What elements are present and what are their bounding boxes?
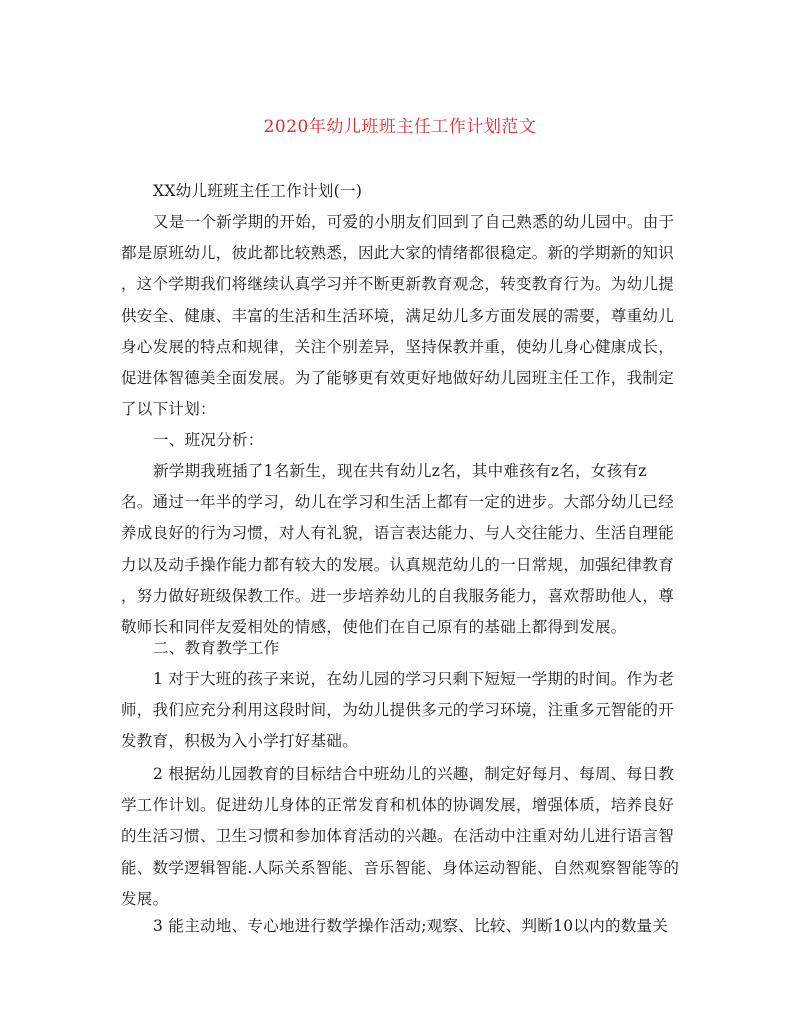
- paragraph-line: 发展。: [121, 889, 169, 908]
- paragraph-line: ，这个学期我们将继续认真学习并不断更新教育观念，转变教育行为。为幼儿提: [121, 275, 675, 294]
- section1-paragraph: [121, 456, 681, 643]
- paragraph-line: 都是原班幼儿，彼此都比较熟悉，因此大家的情绪都很稳定。新的学期新的知识: [121, 244, 675, 263]
- section2-heading-block: [121, 633, 681, 664]
- section-heading: 二、教育教学工作: [153, 639, 280, 657]
- paragraph-line: 3 能主动地、专心地进行数学操作活动;观察、比较、判断10以内的数量关: [153, 917, 669, 935]
- paragraph-line: 师，我们应充分利用这段时间，为幼儿提供多元的学习环境，注重多元智能的开: [121, 701, 675, 720]
- paragraph-line: 了以下计划：: [121, 400, 216, 419]
- plan-subtitle: XX幼儿班班主任工作计划(一): [153, 182, 363, 200]
- paragraph-line: 身心发展的特点和规律，关注个别差异，坚持保教并重，使幼儿身心健康成长，: [121, 337, 675, 356]
- section1-heading-block: [121, 425, 681, 456]
- subtitle-block: [121, 176, 681, 207]
- paragraph-line: 养成良好的行为习惯，对人有礼貌，语言表达能力、与人交往能力、生活自理能: [121, 524, 675, 543]
- paragraph-line: 又是一个新学期的开始，可爱的小朋友们回到了自己熟悉的幼儿园中。由于: [153, 213, 675, 231]
- document-title: 2020年幼儿班班主任工作计划范文: [263, 117, 537, 137]
- paragraph-line: 发教育，积极为入小学打好基础。: [121, 732, 359, 751]
- intro-paragraph: [121, 207, 681, 425]
- item2-paragraph: [121, 759, 681, 915]
- paragraph-line: 1 对于大班的孩子来说，在幼儿园的学习只剩下短短一学期的时间。作为老: [153, 670, 674, 688]
- paragraph-line: 敬师长和同伴友爱相处的情感，使他们在自己原有的基础上都得到发展。: [121, 617, 627, 636]
- paragraph-line: 供安全、健康、丰富的生活和生活环境，满足幼儿多方面发展的需要，尊重幼儿: [121, 306, 675, 325]
- paragraph-line: 促进体智德美全面发展。为了能够更有效更好地做好幼儿园班主任工作，我制定: [121, 368, 675, 387]
- item3-paragraph: [121, 911, 681, 942]
- paragraph-line: 的生活习惯、卫生习惯和参加体育活动的兴趣。在活动中注重对幼儿进行语言智: [121, 827, 675, 846]
- item1-paragraph: [121, 664, 681, 758]
- paragraph-line: 能、数学逻辑智能.人际关系智能、音乐智能、身体运动智能、自然观察智能等的: [121, 858, 680, 877]
- paragraph-line: ，努力做好班级保教工作。进一步培养幼儿的自我服务能力，喜欢帮助他人，尊: [121, 586, 675, 605]
- paragraph-line: 2 根据幼儿园教育的目标结合中班幼儿的兴趣，制定好每月、每周、每日教: [153, 765, 674, 783]
- paragraph-line: 新学期我班插了1名新生，现在共有幼儿z名，其中难孩有z名，女孩有z: [153, 462, 647, 480]
- section-heading: 一、班况分析：: [153, 431, 264, 449]
- paragraph-line: 名。通过一年半的学习，幼儿在学习和生活上都有一定的进步。大部分幼儿已经: [121, 493, 675, 512]
- paragraph-line: 学工作计划。促进幼儿身体的正常发育和机体的协调发展，增强体质，培养良好: [121, 796, 675, 815]
- paragraph-line: 力以及动手操作能力都有较大的发展。认真规范幼儿的一日常规，加强纪律教育: [121, 555, 675, 574]
